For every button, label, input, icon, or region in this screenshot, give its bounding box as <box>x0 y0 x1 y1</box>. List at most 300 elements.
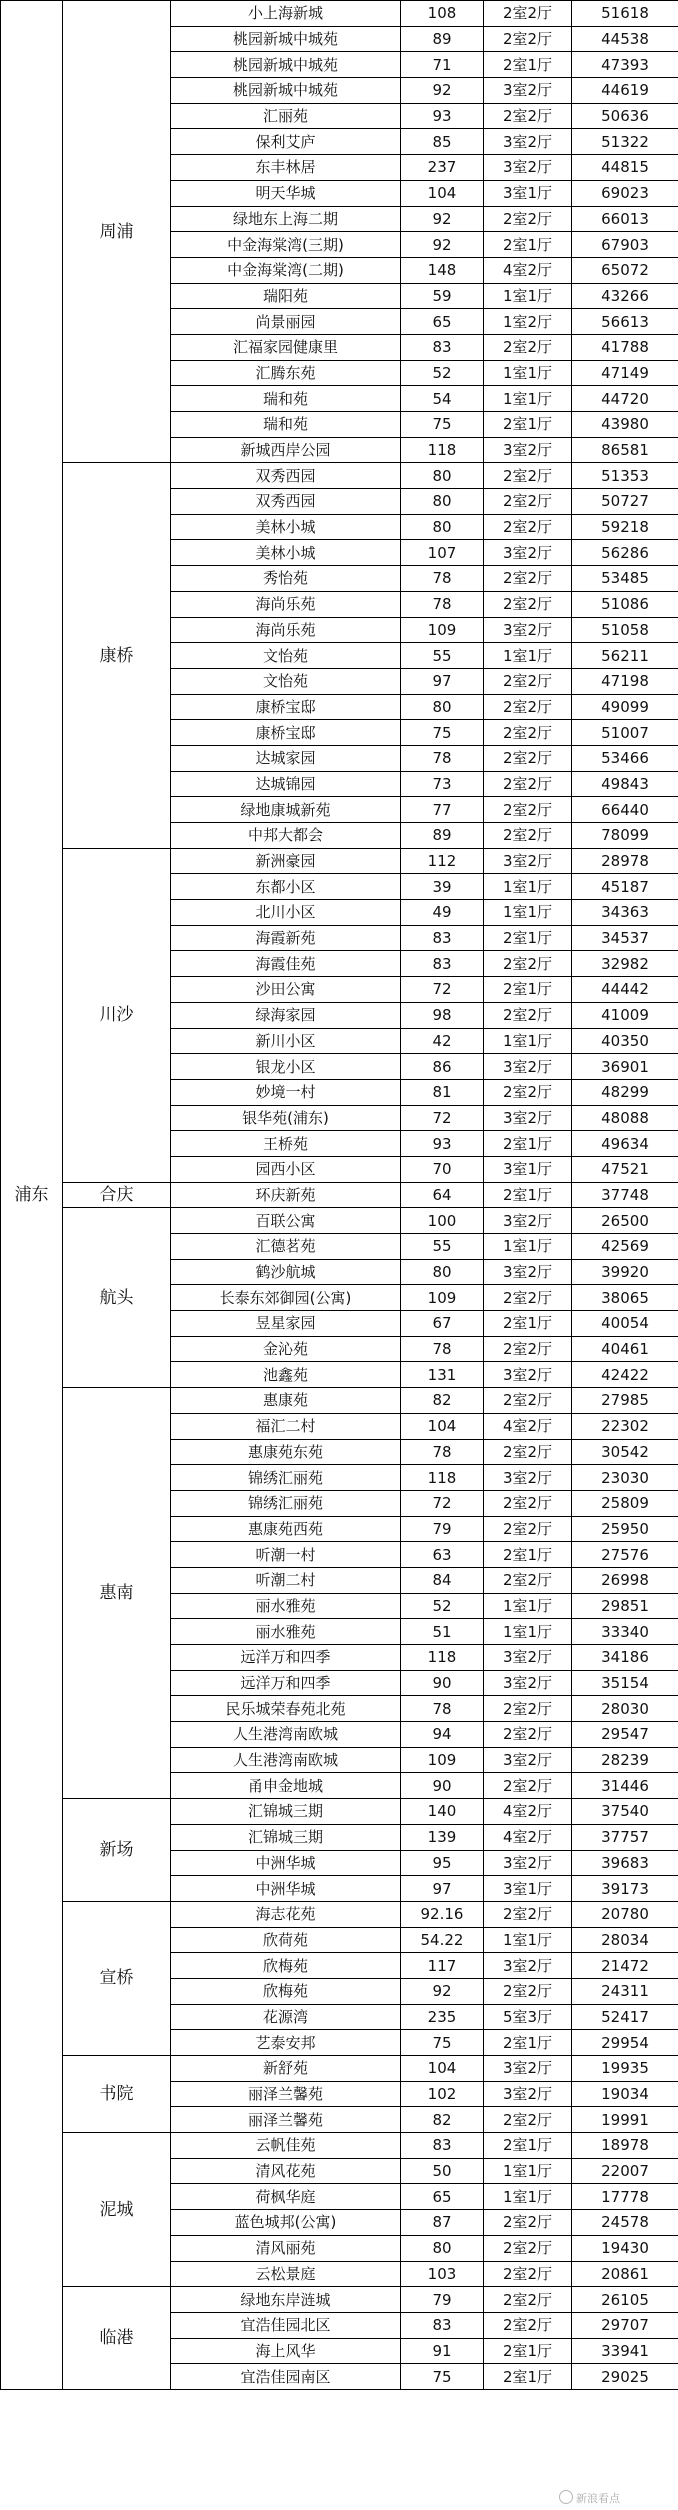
layout-cell: 2室2厅 <box>484 2235 572 2261</box>
table-row <box>1 463 678 489</box>
area-cell: 59 <box>401 283 484 309</box>
area-cell: 55 <box>401 1234 484 1260</box>
town-cell: 川沙 <box>63 848 171 1182</box>
area-cell: 97 <box>401 1876 484 1902</box>
layout-cell: 2室2厅 <box>484 668 572 694</box>
price-cell: 44619 <box>572 78 678 104</box>
layout-cell: 2室2厅 <box>484 566 572 592</box>
estate-name-cell: 明天华城 <box>171 180 401 206</box>
layout-cell: 4室2厅 <box>484 1824 572 1850</box>
area-cell: 93 <box>401 103 484 129</box>
estate-name-cell: 汇锦城三期 <box>171 1799 401 1825</box>
price-cell: 31446 <box>572 1773 678 1799</box>
layout-cell: 2室2厅 <box>484 206 572 232</box>
estate-name-cell: 昱星家园 <box>171 1311 401 1337</box>
estate-name-cell: 蓝色城邦(公寓) <box>171 2210 401 2236</box>
estate-name-cell: 丽水雅苑 <box>171 1619 401 1645</box>
area-cell: 78 <box>401 1336 484 1362</box>
area-cell: 237 <box>401 155 484 181</box>
layout-cell: 2室2厅 <box>484 2210 572 2236</box>
price-cell: 20861 <box>572 2261 678 2287</box>
estate-name-cell: 汇福家园健康里 <box>171 334 401 360</box>
price-cell: 40461 <box>572 1336 678 1362</box>
price-cell: 59218 <box>572 514 678 540</box>
estate-name-cell: 甬申金地城 <box>171 1773 401 1799</box>
area-cell: 83 <box>401 2312 484 2338</box>
price-cell: 39683 <box>572 1850 678 1876</box>
estate-name-cell: 东都小区 <box>171 874 401 900</box>
estate-name-cell: 丽水雅苑 <box>171 1593 401 1619</box>
estate-name-cell: 妙境一村 <box>171 1079 401 1105</box>
layout-cell: 2室2厅 <box>484 1978 572 2004</box>
area-cell: 117 <box>401 1953 484 1979</box>
estate-name-cell: 东丰林居 <box>171 155 401 181</box>
price-cell: 37748 <box>572 1182 678 1208</box>
price-cell: 50636 <box>572 103 678 129</box>
estate-name-cell: 人生港湾南欧城 <box>171 1722 401 1748</box>
price-cell: 51007 <box>572 720 678 746</box>
area-cell: 75 <box>401 412 484 438</box>
layout-cell: 3室2厅 <box>484 1953 572 1979</box>
layout-cell: 2室2厅 <box>484 823 572 849</box>
table-row <box>1 2133 678 2159</box>
layout-cell: 3室1厅 <box>484 1876 572 1902</box>
area-cell: 104 <box>401 1413 484 1439</box>
estate-name-cell: 沙田公寓 <box>171 977 401 1003</box>
estate-name-cell: 绿地康城新苑 <box>171 797 401 823</box>
area-cell: 67 <box>401 1311 484 1337</box>
town-cell: 临港 <box>63 2287 171 2390</box>
estate-name-cell: 达城家园 <box>171 745 401 771</box>
watermark-text: 新浪看点 <box>576 2492 620 2505</box>
layout-cell: 2室2厅 <box>484 1388 572 1414</box>
layout-cell: 2室2厅 <box>484 1567 572 1593</box>
price-cell: 41009 <box>572 1002 678 1028</box>
price-cell: 44538 <box>572 26 678 52</box>
area-cell: 92 <box>401 1978 484 2004</box>
price-cell: 27576 <box>572 1542 678 1568</box>
price-cell: 37757 <box>572 1824 678 1850</box>
price-cell: 19991 <box>572 2107 678 2133</box>
layout-cell: 2室2厅 <box>484 1696 572 1722</box>
price-cell: 38065 <box>572 1285 678 1311</box>
price-cell: 21472 <box>572 1953 678 1979</box>
estate-name-cell: 汇腾东苑 <box>171 360 401 386</box>
price-cell: 65072 <box>572 257 678 283</box>
estate-name-cell: 双秀西园 <box>171 489 401 515</box>
price-cell: 47521 <box>572 1156 678 1182</box>
table-row <box>1 1901 678 1927</box>
price-cell: 30542 <box>572 1439 678 1465</box>
town-cell: 康桥 <box>63 463 171 848</box>
price-cell: 47393 <box>572 52 678 78</box>
price-cell: 27985 <box>572 1388 678 1414</box>
price-cell: 47198 <box>572 668 678 694</box>
estate-name-cell: 瑞和苑 <box>171 386 401 412</box>
layout-cell: 3室2厅 <box>484 1747 572 1773</box>
town-cell: 周浦 <box>63 1 171 463</box>
layout-cell: 2室2厅 <box>484 745 572 771</box>
layout-cell: 2室1厅 <box>484 1131 572 1157</box>
area-cell: 73 <box>401 771 484 797</box>
layout-cell: 2室1厅 <box>484 2338 572 2364</box>
estate-name-cell: 锦绣汇丽苑 <box>171 1465 401 1491</box>
area-cell: 83 <box>401 2133 484 2159</box>
layout-cell: 2室2厅 <box>484 26 572 52</box>
area-cell: 131 <box>401 1362 484 1388</box>
town-cell: 航头 <box>63 1208 171 1388</box>
price-cell: 22302 <box>572 1413 678 1439</box>
estate-name-cell: 桃园新城中城苑 <box>171 52 401 78</box>
layout-cell: 2室1厅 <box>484 412 572 438</box>
table-row <box>1 1208 678 1234</box>
price-cell: 78099 <box>572 823 678 849</box>
estate-name-cell: 荷枫华庭 <box>171 2184 401 2210</box>
area-cell: 94 <box>401 1722 484 1748</box>
price-cell: 86581 <box>572 437 678 463</box>
layout-cell: 2室1厅 <box>484 977 572 1003</box>
area-cell: 82 <box>401 1388 484 1414</box>
estate-name-cell: 海霞新苑 <box>171 925 401 951</box>
price-cell: 49843 <box>572 771 678 797</box>
layout-cell: 2室2厅 <box>484 1722 572 1748</box>
price-cell: 34363 <box>572 900 678 926</box>
area-cell: 89 <box>401 26 484 52</box>
layout-cell: 2室1厅 <box>484 2364 572 2390</box>
price-cell: 40350 <box>572 1028 678 1054</box>
estate-name-cell: 银华苑(浦东) <box>171 1105 401 1131</box>
price-table-body <box>1 1 678 2390</box>
area-cell: 77 <box>401 797 484 823</box>
layout-cell: 3室2厅 <box>484 1465 572 1491</box>
layout-cell: 2室2厅 <box>484 514 572 540</box>
area-cell: 97 <box>401 668 484 694</box>
estate-name-cell: 海尚乐苑 <box>171 591 401 617</box>
layout-cell: 2室2厅 <box>484 103 572 129</box>
price-cell: 19430 <box>572 2235 678 2261</box>
layout-cell: 2室1厅 <box>484 1311 572 1337</box>
area-cell: 118 <box>401 437 484 463</box>
area-cell: 235 <box>401 2004 484 2030</box>
area-cell: 92 <box>401 78 484 104</box>
price-cell: 26105 <box>572 2287 678 2313</box>
price-cell: 39920 <box>572 1259 678 1285</box>
price-cell: 48299 <box>572 1079 678 1105</box>
layout-cell: 1室1厅 <box>484 874 572 900</box>
price-cell: 19034 <box>572 2081 678 2107</box>
layout-cell: 1室1厅 <box>484 2184 572 2210</box>
area-cell: 82 <box>401 2107 484 2133</box>
layout-cell: 2室2厅 <box>484 1 572 27</box>
layout-cell: 2室2厅 <box>484 591 572 617</box>
area-cell: 42 <box>401 1028 484 1054</box>
price-cell: 45187 <box>572 874 678 900</box>
layout-cell: 1室1厅 <box>484 1927 572 1953</box>
estate-name-cell: 达城锦园 <box>171 771 401 797</box>
estate-name-cell: 康桥宝邸 <box>171 720 401 746</box>
area-cell: 65 <box>401 309 484 335</box>
estate-name-cell: 惠康苑 <box>171 1388 401 1414</box>
estate-name-cell: 欣梅苑 <box>171 1978 401 2004</box>
area-cell: 72 <box>401 977 484 1003</box>
table-row <box>1 1182 678 1208</box>
area-cell: 83 <box>401 951 484 977</box>
estate-name-cell: 清风丽苑 <box>171 2235 401 2261</box>
layout-cell: 1室1厅 <box>484 360 572 386</box>
estate-name-cell: 海尚乐苑 <box>171 617 401 643</box>
area-cell: 118 <box>401 1465 484 1491</box>
layout-cell: 2室2厅 <box>484 2107 572 2133</box>
table-row <box>1 1388 678 1414</box>
price-cell: 28239 <box>572 1747 678 1773</box>
estate-name-cell: 花源湾 <box>171 2004 401 2030</box>
area-cell: 80 <box>401 2235 484 2261</box>
layout-cell: 1室1厅 <box>484 900 572 926</box>
area-cell: 98 <box>401 1002 484 1028</box>
area-cell: 87 <box>401 2210 484 2236</box>
area-cell: 104 <box>401 180 484 206</box>
estate-name-cell: 听潮一村 <box>171 1542 401 1568</box>
layout-cell: 3室2厅 <box>484 78 572 104</box>
table-row <box>1 2287 678 2313</box>
area-cell: 80 <box>401 463 484 489</box>
layout-cell: 3室2厅 <box>484 1362 572 1388</box>
area-cell: 92 <box>401 232 484 258</box>
estate-name-cell: 美林小城 <box>171 540 401 566</box>
estate-name-cell: 环庆新苑 <box>171 1182 401 1208</box>
estate-name-cell: 云松景庭 <box>171 2261 401 2287</box>
estate-name-cell: 汇丽苑 <box>171 103 401 129</box>
estate-name-cell: 中洲华城 <box>171 1876 401 1902</box>
layout-cell: 3室2厅 <box>484 540 572 566</box>
town-cell: 惠南 <box>63 1388 171 1799</box>
layout-cell: 1室1厅 <box>484 283 572 309</box>
layout-cell: 2室2厅 <box>484 1285 572 1311</box>
layout-cell: 2室1厅 <box>484 925 572 951</box>
layout-cell: 1室1厅 <box>484 1593 572 1619</box>
estate-name-cell: 王桥苑 <box>171 1131 401 1157</box>
estate-name-cell: 瑞阳苑 <box>171 283 401 309</box>
estate-name-cell: 中金海棠湾(二期) <box>171 257 401 283</box>
estate-name-cell: 中邦大都会 <box>171 823 401 849</box>
estate-name-cell: 远洋万和四季 <box>171 1670 401 1696</box>
area-cell: 80 <box>401 694 484 720</box>
layout-cell: 3室2厅 <box>484 155 572 181</box>
table-row <box>1 1799 678 1825</box>
price-cell: 28034 <box>572 1927 678 1953</box>
layout-cell: 2室1厅 <box>484 1542 572 1568</box>
area-cell: 72 <box>401 1490 484 1516</box>
price-cell: 34537 <box>572 925 678 951</box>
price-cell: 53466 <box>572 745 678 771</box>
estate-name-cell: 银龙小区 <box>171 1054 401 1080</box>
layout-cell: 2室2厅 <box>484 1439 572 1465</box>
area-cell: 90 <box>401 1670 484 1696</box>
area-cell: 104 <box>401 2056 484 2082</box>
estate-name-cell: 文怡苑 <box>171 643 401 669</box>
price-cell: 24578 <box>572 2210 678 2236</box>
estate-name-cell: 美林小城 <box>171 514 401 540</box>
price-cell: 26500 <box>572 1208 678 1234</box>
area-cell: 64 <box>401 1182 484 1208</box>
layout-cell: 2室2厅 <box>484 771 572 797</box>
area-cell: 79 <box>401 2287 484 2313</box>
layout-cell: 2室2厅 <box>484 1773 572 1799</box>
estate-name-cell: 长泰东郊御园(公寓) <box>171 1285 401 1311</box>
area-cell: 109 <box>401 1285 484 1311</box>
price-cell: 51086 <box>572 591 678 617</box>
layout-cell: 2室2厅 <box>484 1336 572 1362</box>
estate-name-cell: 康桥宝邸 <box>171 694 401 720</box>
price-cell: 26998 <box>572 1567 678 1593</box>
layout-cell: 3室2厅 <box>484 1054 572 1080</box>
area-cell: 140 <box>401 1799 484 1825</box>
area-cell: 78 <box>401 1439 484 1465</box>
layout-cell: 4室2厅 <box>484 257 572 283</box>
town-cell: 书院 <box>63 2056 171 2133</box>
area-cell: 72 <box>401 1105 484 1131</box>
price-cell: 67903 <box>572 232 678 258</box>
estate-name-cell: 园西小区 <box>171 1156 401 1182</box>
area-cell: 109 <box>401 617 484 643</box>
estate-name-cell: 瑞和苑 <box>171 412 401 438</box>
estate-name-cell: 惠康苑西苑 <box>171 1516 401 1542</box>
price-cell: 29954 <box>572 2030 678 2056</box>
estate-name-cell: 海上风华 <box>171 2338 401 2364</box>
area-cell: 112 <box>401 848 484 874</box>
area-cell: 54 <box>401 386 484 412</box>
layout-cell: 3室2厅 <box>484 1105 572 1131</box>
town-cell: 宣桥 <box>63 1901 171 2055</box>
estate-name-cell: 文怡苑 <box>171 668 401 694</box>
price-cell: 42569 <box>572 1234 678 1260</box>
town-cell: 泥城 <box>63 2133 171 2287</box>
estate-name-cell: 汇德茗苑 <box>171 1234 401 1260</box>
layout-cell: 3室1厅 <box>484 180 572 206</box>
area-cell: 39 <box>401 874 484 900</box>
layout-cell: 3室2厅 <box>484 1850 572 1876</box>
price-cell: 25809 <box>572 1490 678 1516</box>
area-cell: 52 <box>401 1593 484 1619</box>
estate-name-cell: 鹤沙航城 <box>171 1259 401 1285</box>
price-cell: 49634 <box>572 1131 678 1157</box>
estate-name-cell: 北川小区 <box>171 900 401 926</box>
price-cell: 43266 <box>572 283 678 309</box>
layout-cell: 2室2厅 <box>484 334 572 360</box>
area-cell: 91 <box>401 2338 484 2364</box>
layout-cell: 2室2厅 <box>484 2312 572 2338</box>
estate-name-cell: 中洲华城 <box>171 1850 401 1876</box>
layout-cell: 3室2厅 <box>484 617 572 643</box>
price-cell: 28030 <box>572 1696 678 1722</box>
estate-name-cell: 绿地东上海二期 <box>171 206 401 232</box>
area-cell: 52 <box>401 360 484 386</box>
layout-cell: 2室2厅 <box>484 463 572 489</box>
area-cell: 75 <box>401 2364 484 2390</box>
area-cell: 71 <box>401 52 484 78</box>
area-cell: 81 <box>401 1079 484 1105</box>
area-cell: 78 <box>401 1696 484 1722</box>
area-cell: 63 <box>401 1542 484 1568</box>
price-cell: 18978 <box>572 2133 678 2159</box>
estate-name-cell: 远洋万和四季 <box>171 1645 401 1671</box>
price-cell: 28978 <box>572 848 678 874</box>
estate-name-cell: 惠康苑东苑 <box>171 1439 401 1465</box>
area-cell: 83 <box>401 925 484 951</box>
price-cell: 34186 <box>572 1645 678 1671</box>
estate-name-cell: 桃园新城中城苑 <box>171 26 401 52</box>
layout-cell: 2室2厅 <box>484 1079 572 1105</box>
price-cell: 44442 <box>572 977 678 1003</box>
estate-name-cell: 小上海新城 <box>171 1 401 27</box>
estate-name-cell: 宜浩佳园北区 <box>171 2312 401 2338</box>
table-row <box>1 2056 678 2082</box>
area-cell: 54.22 <box>401 1927 484 1953</box>
price-cell: 56286 <box>572 540 678 566</box>
layout-cell: 1室2厅 <box>484 309 572 335</box>
price-cell: 36901 <box>572 1054 678 1080</box>
area-cell: 83 <box>401 334 484 360</box>
layout-cell: 3室2厅 <box>484 1208 572 1234</box>
area-cell: 95 <box>401 1850 484 1876</box>
area-cell: 78 <box>401 591 484 617</box>
layout-cell: 1室1厅 <box>484 1028 572 1054</box>
town-cell: 合庆 <box>63 1182 171 1208</box>
layout-cell: 1室1厅 <box>484 1234 572 1260</box>
layout-cell: 3室1厅 <box>484 1156 572 1182</box>
layout-cell: 3室2厅 <box>484 2056 572 2082</box>
estate-name-cell: 绿海家园 <box>171 1002 401 1028</box>
estate-name-cell: 汇锦城三期 <box>171 1824 401 1850</box>
layout-cell: 4室2厅 <box>484 1799 572 1825</box>
price-cell: 69023 <box>572 180 678 206</box>
estate-name-cell: 新洲豪园 <box>171 848 401 874</box>
layout-cell: 1室1厅 <box>484 2158 572 2184</box>
price-cell: 43980 <box>572 412 678 438</box>
price-cell: 51618 <box>572 1 678 27</box>
layout-cell: 2室2厅 <box>484 1002 572 1028</box>
layout-cell: 2室2厅 <box>484 720 572 746</box>
area-cell: 78 <box>401 745 484 771</box>
layout-cell: 1室1厅 <box>484 643 572 669</box>
estate-name-cell: 海志花苑 <box>171 1901 401 1927</box>
price-cell: 32982 <box>572 951 678 977</box>
area-cell: 109 <box>401 1747 484 1773</box>
layout-cell: 1室1厅 <box>484 386 572 412</box>
price-cell: 33941 <box>572 2338 678 2364</box>
area-cell: 80 <box>401 514 484 540</box>
estate-name-cell: 百联公寓 <box>171 1208 401 1234</box>
price-cell: 47149 <box>572 360 678 386</box>
area-cell: 80 <box>401 1259 484 1285</box>
watermark-logo-icon <box>559 2490 573 2504</box>
price-cell: 20780 <box>572 1901 678 1927</box>
area-cell: 100 <box>401 1208 484 1234</box>
layout-cell: 2室1厅 <box>484 1182 572 1208</box>
layout-cell: 2室1厅 <box>484 2030 572 2056</box>
area-cell: 103 <box>401 2261 484 2287</box>
estate-name-cell: 中金海棠湾(三期) <box>171 232 401 258</box>
estate-name-cell: 人生港湾南欧城 <box>171 1747 401 1773</box>
district-cell: 浦东 <box>1 1 63 2390</box>
layout-cell: 2室2厅 <box>484 797 572 823</box>
price-cell: 48088 <box>572 1105 678 1131</box>
estate-name-cell: 宜浩佳园南区 <box>171 2364 401 2390</box>
layout-cell: 2室2厅 <box>484 1901 572 1927</box>
estate-name-cell: 双秀西园 <box>171 463 401 489</box>
layout-cell: 3室2厅 <box>484 1645 572 1671</box>
price-cell: 50727 <box>572 489 678 515</box>
